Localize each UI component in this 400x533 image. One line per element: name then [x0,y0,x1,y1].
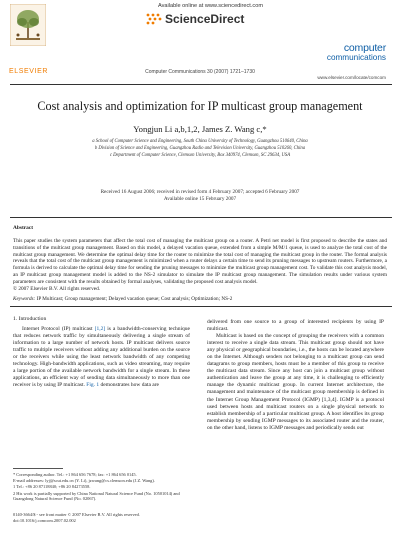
abstract-copyright: © 2007 Elsevier B.V. All rights reserved. [13,285,101,292]
available-online-date: Available online 15 February 2007 [163,196,237,202]
available-online-line[interactable]: Available online at www.sciencedirect.com [158,3,263,9]
intro-text-b: is a bandwidth-conserving technique that reduces network traffic by simultaneously delivering a single stream of information to a large number of network hosts. IP multicast delivers source traffic to multiple receivers without adding any additional burden on the source or the receivers while using the least network bandwidth of any competing technology. High-bandwidth applications, such as video streaming, may require a large portion of the available network bandwidth for a single stream. In these applications, an efficient way of sending data simultaneously to more than one receiver is by using IP multicast. [13,326,190,389]
footnote-rule [13,468,63,469]
left-column [13,326,190,389]
intro-text-c: demonstrates how data are [99,382,159,389]
affiliation-a: a School of Computer Science and Engineering, South China University of Technology, Guangzhou 510640, China [92,139,308,144]
footnote-emails: E-mail addresses: lyj@scut.edu.cn (Y. Li), jzwang@cs.clemson.edu (J.Z. Wang). [13,478,155,484]
intro-paragraph-1 [13,326,190,389]
journal-citation: Computer Communications 30 (2007) 1721–1730 [145,69,255,75]
imprint [13,512,140,523]
keywords-label: Keywords: [13,296,36,302]
abstract-bottom-rule [10,306,392,307]
footnote-corresponding: * Corresponding author. Tel.: +1 864 656 7678; fax: +1 864 656 0145. [13,472,137,477]
sciencedirect-brand: ScienceDirect [165,12,245,26]
imprint-doi[interactable]: doi:10.1016/j.comcom.2007.02.002 [13,517,76,523]
introduction-heading: 1. Introduction [13,316,47,322]
footnotes [13,472,193,502]
sciencedirect-dots-icon [145,12,163,26]
keywords-line [13,296,387,302]
journal-cover-title: computer [343,42,386,54]
abstract-top-rule [10,217,392,218]
intro-paragraph-2: Multicast is based on the concept of grouping the receivers with a common interest to receive a single data stream. This multicast group should not have any physical or geographical boundaries, i.e., the hosts can be located anywhere on the Internet. Although senders not belonging to a multicast group can send datagrams to group members, hosts must be a member of this group to receive the multicast data stream. Since any host can join a multicast group without authentication and leave the group at any time, it is challenging to efficiently manage the dynamic multicast group. In current Internet architecture, the management and maintenance of the multicast group membership is defined in the Internet Group Management Protocol (IGMP) [1,3,4]. IGMP is a protocol used between hosts and multicast routers on a single physical network to establish membership of a particular multicast group. A host identifies its group membership by sending IGMP messages to its associated router and the router, on the other hand, listens to IGMP messages and periodically sends out [207,333,384,431]
keywords-values: IP Multicast; Group management; Delayed vacation queue; Cost analysis; Optimization; NS-2 [36,296,233,302]
journal-url[interactable]: www.elsevier.com/locate/comcom [317,75,386,80]
abstract-body: This paper studies the system parameters that affect the total cost of managing the multicast group on a router. A Petri net model is first proposed to describe the states and transitions of the multicast group management. Based on this model, a delayed vacation queue, extended from a simple M/M/1 queue, is used to analyze the total cost of the multicast group management. We determine the optimal delay time for the router to minimize the total cost of managing the multicast group in the router. The formal analysis reveals that the total cost of the multicast group management is minimized when a router delays a certain time to send its pruning messages to upstream routers. Furthermore, a formula is derived to calculate the optimal delay time for sending the pruning messages to minimize the multicast group management cost. To validate this cost analysis model, an IP multicast group management model is added to the NS-2 simulator to simulate the IP multicast group management. The simulation results under various system parameters are consistent with the results obtained by formal analyses, validating the proposed cost analysis model. [13,238,387,285]
intro-text-a: Internet Protocol (IP) multicast [22,326,95,332]
abstract-text [13,238,387,292]
article-title: Cost analysis and optimization for IP multicast group management [37,99,363,113]
abstract-heading: Abstract [13,225,34,231]
figure-link[interactable]: Fig. 1 [86,382,100,389]
article-authors: Yongjun Li a,b,1,2, James Z. Wang c,* [133,124,267,134]
imprint-front-matter: 0140-3664/$ - see front matter © 2007 Elsevier B.V. All rights reserved. [13,512,140,517]
footnote-1: 1 Tel.: +86 20 87118840; +86 20 84273558. [13,484,91,490]
publisher-wordmark: ELSEVIER [9,68,49,75]
journal-header [0,0,400,86]
received-dates: Received 16 August 2006; received in revised form 4 February 2007; accepted 6 February 2007 [100,189,300,195]
affiliation-c: c Department of Computer Science, Clemson University, Box 340974, Clemson, SC 29634, USA [109,153,291,158]
header-rule [10,84,392,85]
elsevier-tree-logo [10,4,46,46]
reference-link[interactable]: [1,2] [94,326,106,332]
affiliation-b: b Division of Science and Engineering, Guangzhou Radio and Television University, Guangzhou 510260, China [94,146,306,151]
footnote-2: 2 His work is partially supported by China National Natural Science Fund (No. 10501014) and Guangdong Natural Science Fund (No. 02067). [13,490,180,502]
intro-paragraph-continued: delivered from one source to a group of interested recipients by using IP multicast. [207,319,384,333]
right-column [207,319,384,507]
journal-cover-subtitle: communications [326,53,386,62]
